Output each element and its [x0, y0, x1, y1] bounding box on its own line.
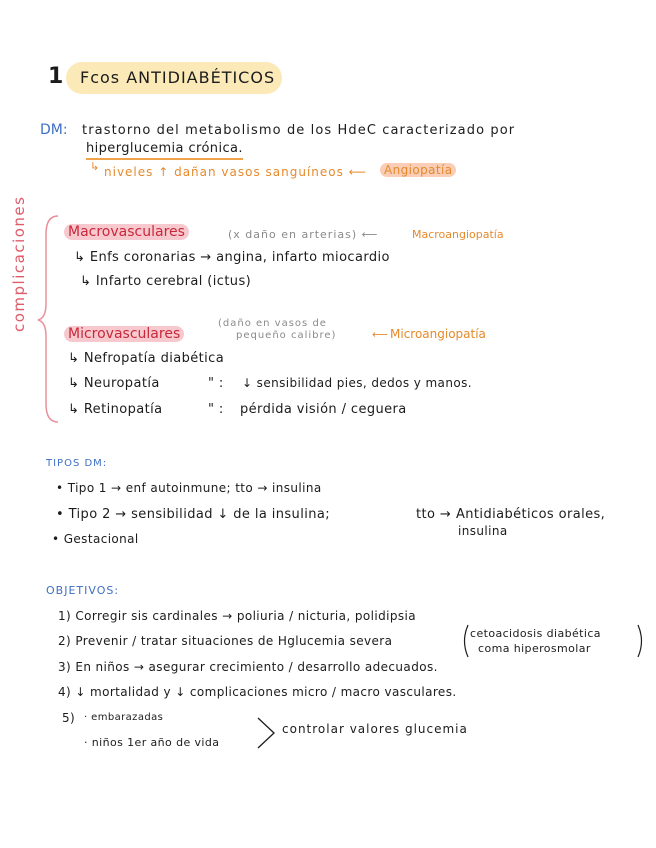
- objective-2-paren-right: [636, 624, 646, 658]
- objective-5-line-2: · niños 1er año de vida: [84, 736, 220, 749]
- type-2-tto-line-2: insulina: [458, 524, 508, 538]
- section-number: 1: [48, 64, 64, 89]
- macro-title: Macrovasculares: [64, 224, 189, 240]
- objective-2-paren-line-1: cetoacidosis diabética: [470, 627, 601, 640]
- definition-line-1: trastorno del metabolismo de los HdeC caracterizado por: [82, 123, 516, 138]
- micro-item-1: ↳ Nefropatía diabética: [68, 351, 225, 366]
- micro-note-line-2: pequeño calibre): [236, 330, 337, 341]
- type-2-tto-label: tto →: [416, 507, 452, 522]
- micro-item-2-detail: ↓ sensibilidad pies, dedos y manos.: [242, 376, 472, 390]
- page-title: Fcos ANTIDIABÉTICOS: [80, 68, 276, 87]
- objective-5-brace: [256, 716, 278, 750]
- micro-note-line-1: (daño en vasos de: [218, 318, 327, 329]
- micro-item-3-detail: pérdida visión / ceguera: [240, 402, 407, 417]
- complications-side-label: complicaciones: [10, 195, 28, 332]
- objective-5-line-1: · embarazadas: [84, 712, 164, 723]
- macro-item-2: ↳ Infarto cerebral (ictus): [80, 274, 252, 289]
- micro-item-2-mark: " :: [208, 376, 224, 391]
- micro-item-3: ↳ Retinopatía: [68, 402, 163, 417]
- objective-4: 4) ↓ mortalidad y ↓ complicaciones micro / macro vasculares.: [58, 685, 457, 699]
- micro-arrow: ⟵: [372, 328, 388, 341]
- angiopatia-highlight: Angiopatía: [380, 163, 456, 177]
- definition-label: DM:: [40, 122, 68, 138]
- objective-1: 1) Corregir sis cardinales → poliuria / nicturia, polidipsia: [58, 609, 416, 623]
- objective-5-number: 5): [62, 711, 76, 725]
- micro-result: Microangiopatía: [390, 327, 486, 341]
- complications-bracket: [36, 214, 62, 424]
- objective-3: 3) En niños → asegurar crecimiento / desarrollo adecuados.: [58, 660, 438, 674]
- type-item-1: • Tipo 1 → enf autoinmune; tto → insulina: [56, 481, 322, 495]
- objectives-heading: OBJETIVOS:: [46, 584, 120, 597]
- macro-item-1: ↳ Enfs coronarias → angina, infarto miocardio: [74, 250, 390, 265]
- micro-item-3-mark: " :: [208, 402, 224, 417]
- definition-line-2: hiperglucemia crónica.: [86, 141, 243, 160]
- sub-arrow-icon: ↳: [90, 160, 100, 173]
- type-item-3: • Gestacional: [52, 532, 139, 546]
- macro-result: Macroangiopatía: [412, 228, 504, 241]
- micro-item-2: ↳ Neuropatía: [68, 376, 160, 391]
- objective-2-paren-left: [460, 624, 470, 658]
- macro-note: (x daño en arterias) ⟵: [228, 228, 379, 241]
- objective-2-paren-line-2: coma hiperosmolar: [478, 642, 591, 655]
- definition-sub-text: niveles ↑ dañan vasos sanguíneos ⟵: [104, 165, 367, 179]
- type-2-tto-line-1: Antidiabéticos orales,: [456, 507, 606, 522]
- objective-5-result: controlar valores glucemia: [282, 722, 468, 736]
- types-heading: TIPOS DM:: [46, 458, 108, 469]
- micro-title: Microvasculares: [64, 326, 184, 342]
- objective-2: 2) Prevenir / tratar situaciones de Hglucemia severa: [58, 634, 393, 648]
- type-item-2: • Tipo 2 → sensibilidad ↓ de la insulina;: [56, 507, 331, 522]
